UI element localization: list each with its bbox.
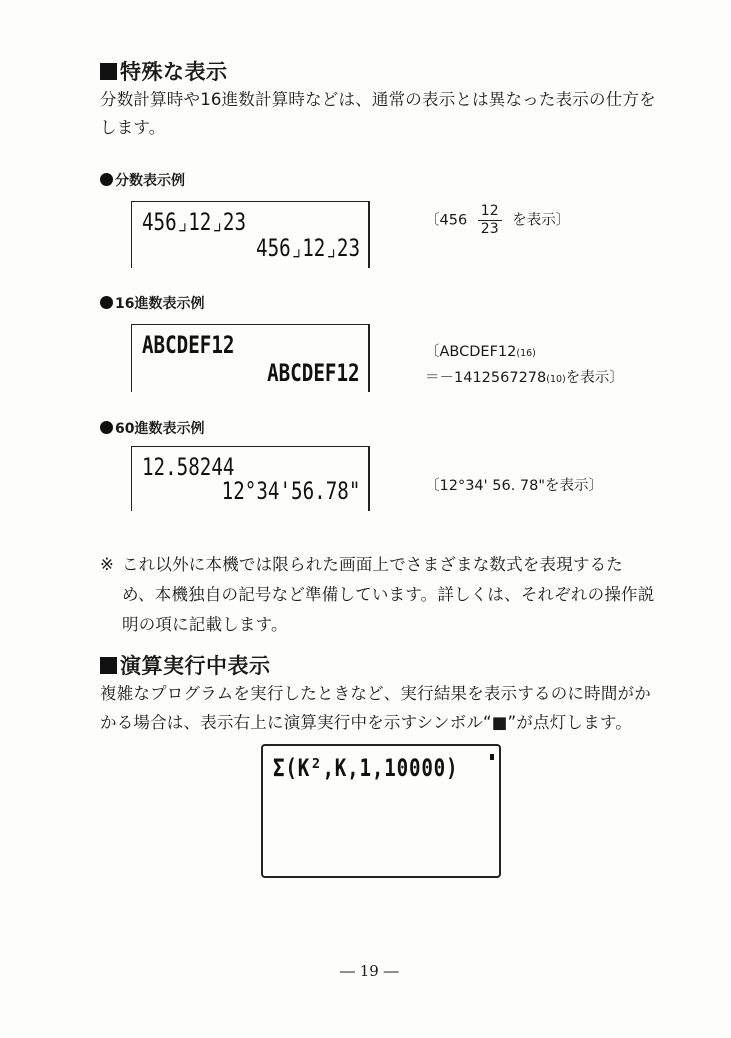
radix-subscript: (16) [516,348,536,359]
bullet-dot-icon [100,296,113,309]
sexagesimal-note: 〔12°34' 56. 78"を表示〕 [425,478,604,494]
note-suffix: を表示〕 [512,212,571,229]
bullet-dot-icon [100,173,113,186]
black-square-icon [100,657,117,674]
section-heading-busy-indicator [100,650,271,680]
fraction-denominator: 23 [480,221,499,237]
bullet-dot-icon [100,421,113,434]
section-heading-text: 特殊な表示 [120,60,228,84]
paragraph-line: 分数計算時や16進数計算時などは、通常の表示とは異なった表示の仕方を [100,90,656,109]
example-heading-text: 60進数表示例 [115,421,205,437]
example-heading-sexagesimal [100,418,204,438]
note-suffix: を表示〕 [565,370,624,386]
remark-block [100,550,654,640]
lcd-input-line: 456⌟12⌟23 [142,208,247,236]
lcd-result-line: 12°34'56.78" [221,477,360,505]
example-heading-hex [100,293,204,313]
section-heading-text: 演算実行中表示 [120,654,271,678]
busy-indicator-icon [490,754,494,760]
lcd-display-sexagesimal [131,446,370,511]
lcd-result-line: ABCDEF12 [267,359,360,387]
remark-text [100,550,654,640]
fraction-numerator: 12 [478,203,502,221]
radix-subscript: (10) [546,374,566,385]
black-square-icon [100,63,117,80]
lcd-input-line: Σ(K²,K,1,10000) [273,754,459,782]
paragraph-line: 複雑なプログラムを実行したときなど、実行結果を表示するのに時間がか [100,684,651,703]
section-heading-special-display [100,56,228,86]
note-text: 〔ABCDEF12 [425,344,517,360]
example-heading-text: 分数表示例 [115,173,185,189]
lcd-input-line: 12.58244 [142,453,235,481]
remark-line: これ以外に本機では限られた画面上でさまざまな数式を表現するた [122,555,623,574]
example-heading-fraction [100,170,185,190]
lcd-input-line: ABCDEF12 [142,331,235,359]
lcd-display-hex [131,324,370,392]
note-text: ＝－1412567278 [425,370,547,386]
example-heading-text: 16進数表示例 [115,296,205,312]
page-number: ― 19 ― [340,962,399,980]
fraction-glyph [478,203,502,238]
remark-line: 明の項に記載します。 [122,615,288,634]
note-prefix: 〔456 [425,212,468,229]
lcd-display-fraction [131,201,370,268]
hex-note-line-2 [425,366,624,392]
section-paragraph [100,679,651,737]
lcd-display-busy [261,744,501,878]
hex-note-line-1 [425,340,624,366]
fraction-note [425,203,570,238]
paragraph-line: します。 [100,118,166,137]
section-paragraph [100,86,656,142]
hex-note [425,340,624,392]
lcd-result-line: 456⌟12⌟23 [255,234,360,262]
paragraph-line: かる場合は、表示右上に演算実行中を示すシンボル“■”が点灯します。 [100,713,632,732]
reference-mark-icon: ※ [100,555,115,574]
remark-line: め、本機独自の記号など準備しています。詳しくは、それぞれの操作説 [122,585,655,604]
